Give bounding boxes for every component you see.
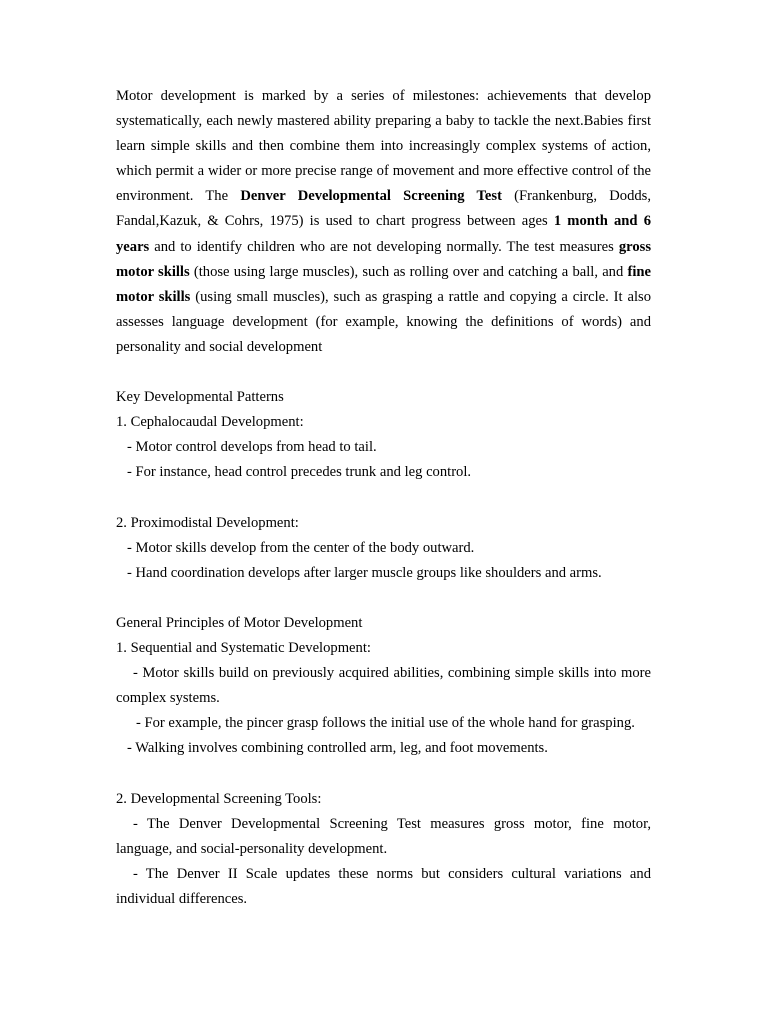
list-item-title: 1. Sequential and Systematic Development: bbox=[116, 640, 371, 657]
list-item-title: 2. Proximodistal Development: bbox=[116, 514, 299, 531]
spacer bbox=[116, 762, 651, 787]
list-bullet: - Motor control develops from head to tail. bbox=[127, 439, 377, 456]
section-heading: General Principles of Motor Development bbox=[116, 614, 363, 631]
intro-bold-term: fine motor skills bbox=[116, 263, 651, 305]
intro-bold-term: gross motor skills bbox=[116, 238, 651, 280]
list-bullet: - For example, the pincer grasp follows the initial use of the whole hand for grasping. bbox=[136, 715, 635, 732]
list-bullet: - Hand coordination develops after larger muscle groups like shoulders and arms. bbox=[127, 564, 602, 581]
list-bullet: - Walking involves combining controlled arm, leg, and foot movements. bbox=[127, 740, 548, 757]
list-item-title: 2. Developmental Screening Tools: bbox=[116, 790, 322, 807]
list-item-title: 1. Cephalocaudal Development: bbox=[116, 414, 304, 431]
section-heading: Key Developmental Patterns bbox=[116, 389, 284, 406]
spacer bbox=[116, 486, 651, 511]
intro-bold-term: 1 month and 6 years bbox=[116, 213, 651, 255]
document-page bbox=[116, 84, 651, 912]
spacer bbox=[116, 586, 651, 611]
list-bullet: - Motor skills develop from the center of the body outward. bbox=[127, 539, 475, 556]
list-bullet: - The Denver II Scale updates these norms but considers cultural variations and individual differences. bbox=[116, 865, 651, 907]
intro-text: and to identify children who are not developing normally. The test measures bbox=[149, 238, 619, 255]
intro-text: (using small muscles), such as grasping a rattle and copying a circle. It also assesses language development (for example, knowing the definitions of words) and personality and social development bbox=[116, 288, 651, 355]
intro-text: Motor development is marked by a series of milestones: achievements that develop systematically, each newly mastered ability preparing a baby to tackle the next.Babies first learn simple skills and then combine them into increasingly complex systems of action, which permit a wider or more precise range of movement and more effective control of the environment. The bbox=[116, 88, 651, 205]
list-bullet: - For instance, head control precedes trunk and leg control. bbox=[127, 464, 472, 481]
list-bullet: - The Denver Developmental Screening Test measures gross motor, fine motor, language, and social-personality development. bbox=[116, 815, 651, 857]
list-bullet: - Motor skills build on previously acquired abilities, combining simple skills into more complex systems. bbox=[116, 665, 651, 707]
spacer bbox=[116, 360, 651, 385]
intro-text: (Frankenburg, Dodds, Fandal,Kazuk, & Cohrs, 1975) is used to chart progress between ages bbox=[116, 188, 652, 230]
intro-paragraph bbox=[116, 84, 651, 360]
intro-text: (those using large muscles), such as rolling over and catching a ball, and bbox=[189, 263, 628, 280]
intro-bold-term: Denver Developmental Screening Test bbox=[240, 188, 502, 205]
